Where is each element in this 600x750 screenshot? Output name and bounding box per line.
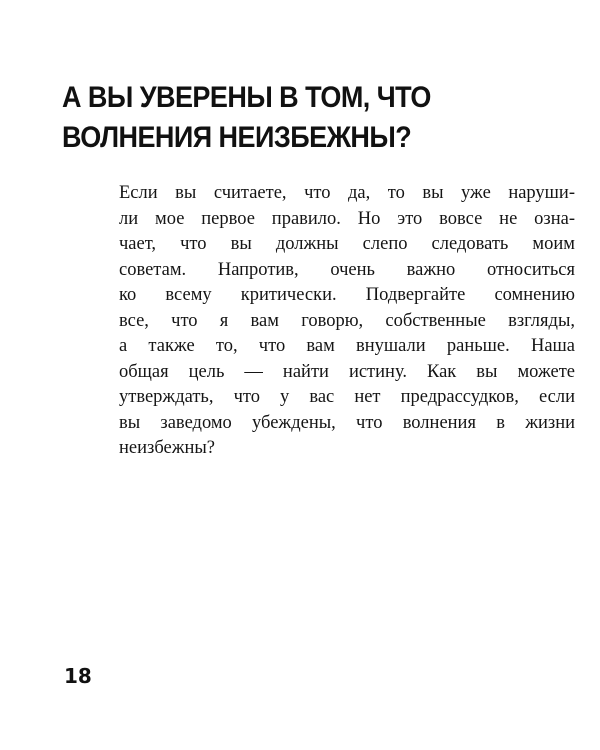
body-paragraph	[119, 181, 575, 462]
paragraph-line: все, что я вам говорю, собственные взгляды,	[119, 310, 575, 331]
paragraph-line: утверждать, что у вас нет предрассудков, если	[119, 387, 575, 407]
paragraph-line: чает, что вы должны слепо следовать моим	[119, 234, 575, 254]
heading-line-2: ВОЛНЕНИЯ НЕИЗБЕЖНЫ?	[62, 121, 412, 154]
paragraph-line: вы заведомо убеждены, что волнения в жизни	[119, 412, 575, 433]
paragraph-line: Если вы считаете, что да, то вы уже наруши-	[119, 183, 575, 203]
paragraph-line: неизбежны?	[119, 438, 216, 458]
paragraph-line: а также то, что вам внушали раньше. Наша	[119, 336, 575, 356]
paragraph-line: ли мое первое правило. Но это вовсе не озна-	[119, 208, 575, 229]
heading-line-1: А ВЫ УВЕРЕНЫ В ТОМ, ЧТО	[62, 81, 431, 114]
page-number: 18	[64, 664, 92, 688]
page-heading	[62, 78, 494, 158]
paragraph-line: общая цель — найти истину. Как вы можете	[119, 361, 575, 382]
paragraph-line: советам. Напротив, очень важно относиться	[119, 259, 575, 280]
paragraph-line: ко всему критически. Подвергайте сомнению	[119, 285, 575, 305]
